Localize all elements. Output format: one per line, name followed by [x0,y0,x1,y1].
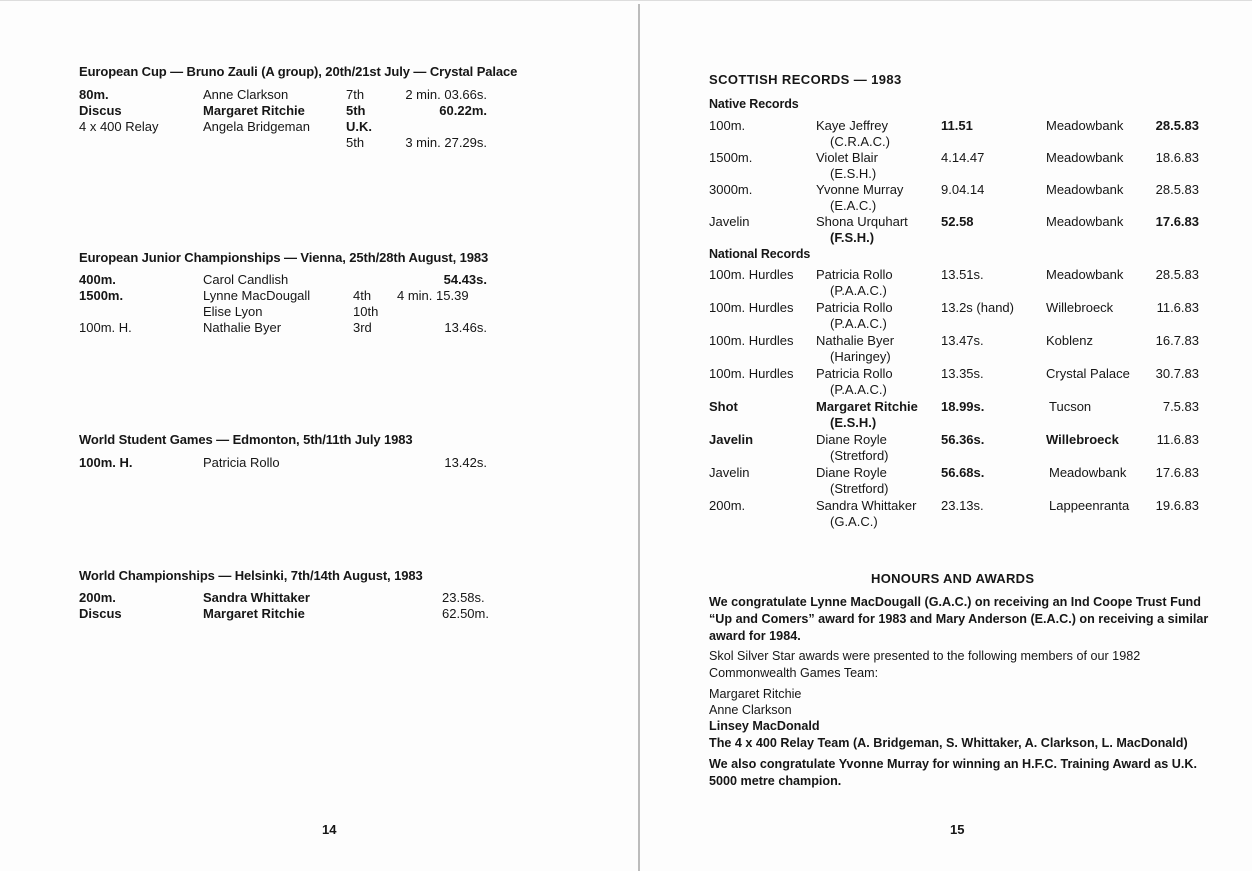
section-title-european-junior: European Junior Championships — Vienna, 25th/28th August, 1983 [79,250,489,265]
record-venue: Meadowbank [1046,214,1124,229]
athlete-cell: Lynne MacDougall [203,288,311,303]
athlete-cell: Nathalie Byer [203,320,282,335]
records-title: SCOTTISH RECORDS — 1983 [709,72,902,87]
record-athlete: Kaye Jeffrey [816,118,889,133]
honours-title: HONOURS AND AWARDS [871,571,1035,586]
athlete-cell: Elise Lyon [203,304,263,319]
page-number-right: 15 [950,822,965,837]
record-time: 52.58 [941,214,974,229]
result-cell: 2 min. 03.66s. [405,87,487,102]
result-cell: 23.58s. [442,590,485,605]
record-date: 11.6.83 [1156,300,1199,315]
record-time: 9.04.14 [941,182,985,197]
page-gutter [638,4,640,871]
result-cell: 60.22m. [439,103,487,118]
record-date: 28.5.83 [1155,118,1199,133]
result-cell: 13.46s. [444,320,487,335]
award-name: Margaret Ritchie [709,687,802,701]
athlete-cell: Patricia Rollo [203,455,280,470]
record-date: 11.6.83 [1156,432,1199,447]
record-date: 7.5.83 [1162,399,1199,414]
record-athlete: Yvonne Murray [816,182,904,197]
place-cell: 4th [353,288,372,303]
record-club: (E.A.C.) [830,198,877,213]
event-cell: 80m. [79,87,109,102]
athlete-cell: Carol Candlish [203,272,289,287]
event-cell: Discus [79,606,122,621]
result-cell: 54.43s. [443,272,487,287]
section-title-european-cup: European Cup — Bruno Zauli (A group), 20th/21st July — Crystal Palace [79,64,518,79]
record-event: 100m. Hurdles [709,366,794,381]
record-club: (Stretford) [830,448,889,463]
record-event: Javelin [709,214,750,229]
record-venue: Tucson [1049,399,1092,414]
record-club: (G.A.C.) [830,514,878,529]
athlete-cell: Margaret Ritchie [203,606,305,621]
record-date: 19.6.83 [1155,498,1199,513]
event-cell: 4 x 400 Relay [79,119,159,134]
record-venue: Meadowbank [1046,182,1124,197]
record-event: Shot [709,399,738,414]
record-venue: Meadowbank [1046,267,1124,282]
record-athlete: Shona Urquhart [816,214,908,229]
athlete-cell: Margaret Ritchie [203,103,305,118]
record-time: 23.13s. [941,498,984,513]
section-title-world-championships: World Championships — Helsinki, 7th/14th August, 1983 [79,568,423,583]
record-club: (P.A.A.C.) [830,283,887,298]
result-cell: 13.42s. [444,455,487,470]
record-time: 13.47s. [941,333,984,348]
national-records-heading: National Records [709,247,811,261]
award-name: Anne Clarkson [709,703,792,717]
award-name: Linsey MacDonald [709,719,820,733]
record-time: 13.2s (hand) [941,300,1014,315]
result-cell: 4 min. 15.39 [397,288,469,303]
honours-paragraph-2: Skol Silver Star awards were presented to the following members of our 1982 Commonwealth Games Team: [709,649,1141,680]
event-cell: 100m. H. [79,455,133,470]
record-athlete: Patricia Rollo [816,366,893,381]
top-edge [0,0,1252,1]
honours-paragraph-3: We also congratulate Yvonne Murray for winning an H.F.C. Training Award as U.K. 5000 metre champion. [709,757,1197,788]
record-athlete: Margaret Ritchie [816,399,918,414]
result-cell: 3 min. 27.29s. [405,135,487,150]
record-venue: Meadowbank [1049,465,1127,480]
event-cell: 200m. [79,590,116,605]
record-event: 3000m. [709,182,753,197]
record-event: 100m. Hurdles [709,300,794,315]
record-club: (E.S.H.) [830,166,877,181]
record-venue: Willebroeck [1046,432,1119,447]
record-time: 4.14.47 [941,150,985,165]
record-venue: Meadowbank [1046,118,1124,133]
record-date: 30.7.83 [1155,366,1199,381]
record-event: 100m. [709,118,746,133]
record-time: 56.36s. [941,432,985,447]
honours-paragraph-1: We congratulate Lynne MacDougall (G.A.C.) on receiving an Ind Coope Trust Fund “Up and Comers” award for 1983 and Mary Anderson (E.A.C.) on receiving a similar award for 1984. [709,595,1209,643]
record-club: (Stretford) [830,481,889,496]
place-cell: U.K. [346,119,372,134]
record-athlete: Sandra Whittaker [816,498,917,513]
record-athlete: Patricia Rollo [816,267,893,282]
record-club: (C.R.A.C.) [830,134,890,149]
page-number-left: 14 [322,822,337,837]
event-cell: 1500m. [79,288,124,303]
place-cell: 7th [346,87,365,102]
record-club: (P.A.A.C.) [830,316,887,331]
native-records-heading: Native Records [709,97,799,111]
record-date: 17.6.83 [1155,214,1199,229]
athlete-cell: Angela Bridgeman [203,119,310,134]
record-venue: Crystal Palace [1046,366,1130,381]
place-cell: 10th [353,304,379,319]
record-date: 18.6.83 [1155,150,1199,165]
record-time: 13.51s. [941,267,984,282]
event-cell: Discus [79,103,122,118]
record-club: (F.S.H.) [830,230,875,245]
record-time: 11.51 [941,118,973,133]
relay-team-line: The 4 x 400 Relay Team (A. Bridgeman, S. Whittaker, A. Clarkson, L. MacDonald) [709,736,1188,750]
record-club: (Haringey) [830,349,891,364]
record-date: 16.7.83 [1155,333,1199,348]
athlete-cell: Anne Clarkson [203,87,289,102]
record-event: 1500m. [709,150,753,165]
record-time: 56.68s. [941,465,985,480]
place-cell: 5th [346,103,366,118]
event-cell: 400m. [79,272,116,287]
record-venue: Lappeenranta [1049,498,1130,513]
record-athlete: Patricia Rollo [816,300,893,315]
record-event: 100m. Hurdles [709,333,794,348]
record-club: (P.A.A.C.) [830,382,887,397]
record-athlete: Diane Royle [816,432,887,447]
record-athlete: Nathalie Byer [816,333,895,348]
result-cell: 62.50m. [442,606,489,621]
place-cell: 5th [346,135,365,150]
athlete-cell: Sandra Whittaker [203,590,310,605]
record-date: 28.5.83 [1155,182,1199,197]
record-event: Javelin [709,432,754,447]
record-venue: Willebroeck [1046,300,1114,315]
event-cell: 100m. H. [79,320,132,335]
place-cell: 3rd [353,320,372,335]
record-venue: Koblenz [1046,333,1093,348]
record-time: 18.99s. [941,399,985,414]
record-club: (E.S.H.) [830,415,877,430]
record-venue: Meadowbank [1046,150,1124,165]
record-event: Javelin [709,465,750,480]
record-event: 200m. [709,498,746,513]
record-athlete: Violet Blair [816,150,878,165]
record-event: 100m. Hurdles [709,267,794,282]
record-athlete: Diane Royle [816,465,887,480]
section-title-world-student-games: World Student Games — Edmonton, 5th/11th July 1983 [79,432,413,447]
record-date: 28.5.83 [1155,267,1199,282]
record-date: 17.6.83 [1155,465,1199,480]
record-time: 13.35s. [941,366,984,381]
